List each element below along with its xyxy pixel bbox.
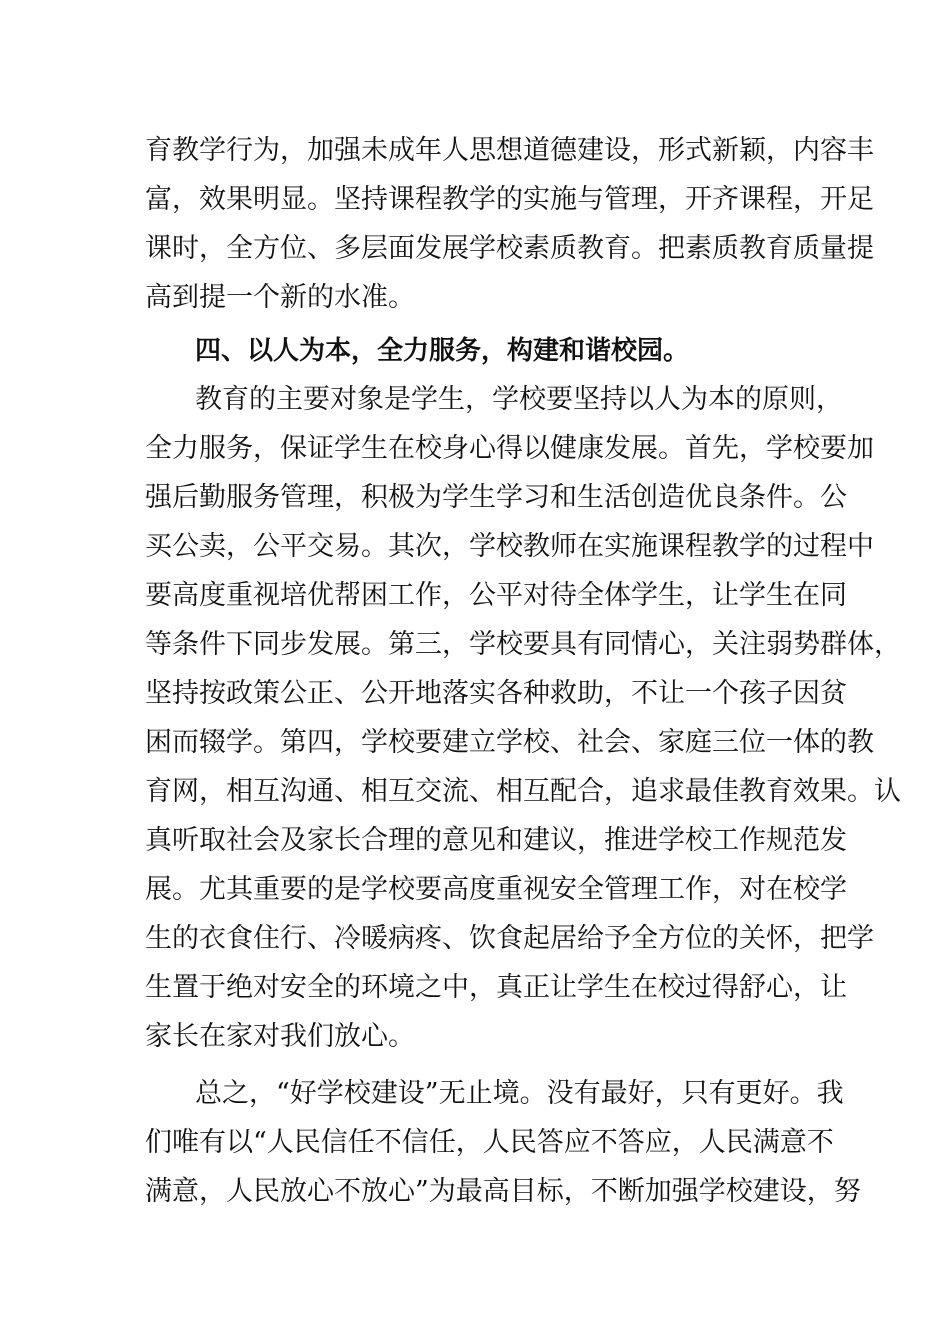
paragraph-line: 坚持按政策公正、公开地落实各种救助，不让一个孩子因贫 — [145, 678, 847, 709]
paragraph-line: 强后勤服务管理，积极为学生学习和生活创造优良条件。公 — [145, 482, 847, 513]
paragraph-line: 全力服务，保证学生在校身心得以健康发展。首先，学校要加 — [145, 433, 874, 464]
paragraph-line: 育教学行为，加强未成年人思想道德建设，形式新颖，内容丰 — [145, 135, 874, 166]
paragraph-line: 困而辍学。第四，学校要建立学校、社会、家庭三位一体的教 — [145, 727, 874, 758]
paragraph-line: 课时，全方位、多层面发展学校素质教育。把素质教育质量提 — [145, 233, 874, 264]
paragraph-line: 满意，人民放心不放心”为最高目标，不断加强学校建设，努 — [145, 1176, 861, 1207]
paragraph-line: 要高度重视培优帮困工作，公平对待全体学生，让学生在同 — [145, 580, 847, 611]
paragraph-line: 生置于绝对安全的环境之中，真正让学生在校过得舒心，让 — [145, 972, 847, 1003]
paragraph-line: 高到提一个新的水准。 — [145, 282, 415, 313]
paragraph-line: 们唯有以“人民信任不信任，人民答应不答应，人民满意不 — [145, 1127, 834, 1158]
paragraph-line: 富，效果明显。坚持课程教学的实施与管理，开齐课程，开足 — [145, 184, 874, 215]
paragraph-line: 展。尤其重要的是学校要高度重视安全管理工作，对在校学 — [145, 874, 847, 905]
section-heading: 四、以人为本，全力服务，构建和谐校园。 — [195, 336, 690, 366]
paragraph-line: 买公卖，公平交易。其次，学校教师在实施课程教学的过程中 — [145, 531, 874, 562]
paragraph-line: 真听取社会及家长合理的意见和建议，推进学校工作规范发 — [145, 825, 847, 856]
paragraph-line: 等条件下同步发展。第三，学校要具有同情心，关注弱势群体， — [145, 629, 901, 660]
paragraph-line: 总之，“好学校建设”无止境。没有最好，只有更好。我 — [195, 1078, 844, 1109]
paragraph-line: 家长在家对我们放心。 — [145, 1021, 415, 1052]
paragraph-line: 育网，相互沟通、相互交流、相互配合，追求最佳教育效果。认 — [145, 776, 901, 807]
paragraph-line: 教育的主要对象是学生，学校要坚持以人为本的原则， — [195, 384, 843, 415]
paragraph-line: 生的衣食住行、冷暖病疼、饮食起居给予全方位的关怀，把学 — [145, 923, 874, 954]
